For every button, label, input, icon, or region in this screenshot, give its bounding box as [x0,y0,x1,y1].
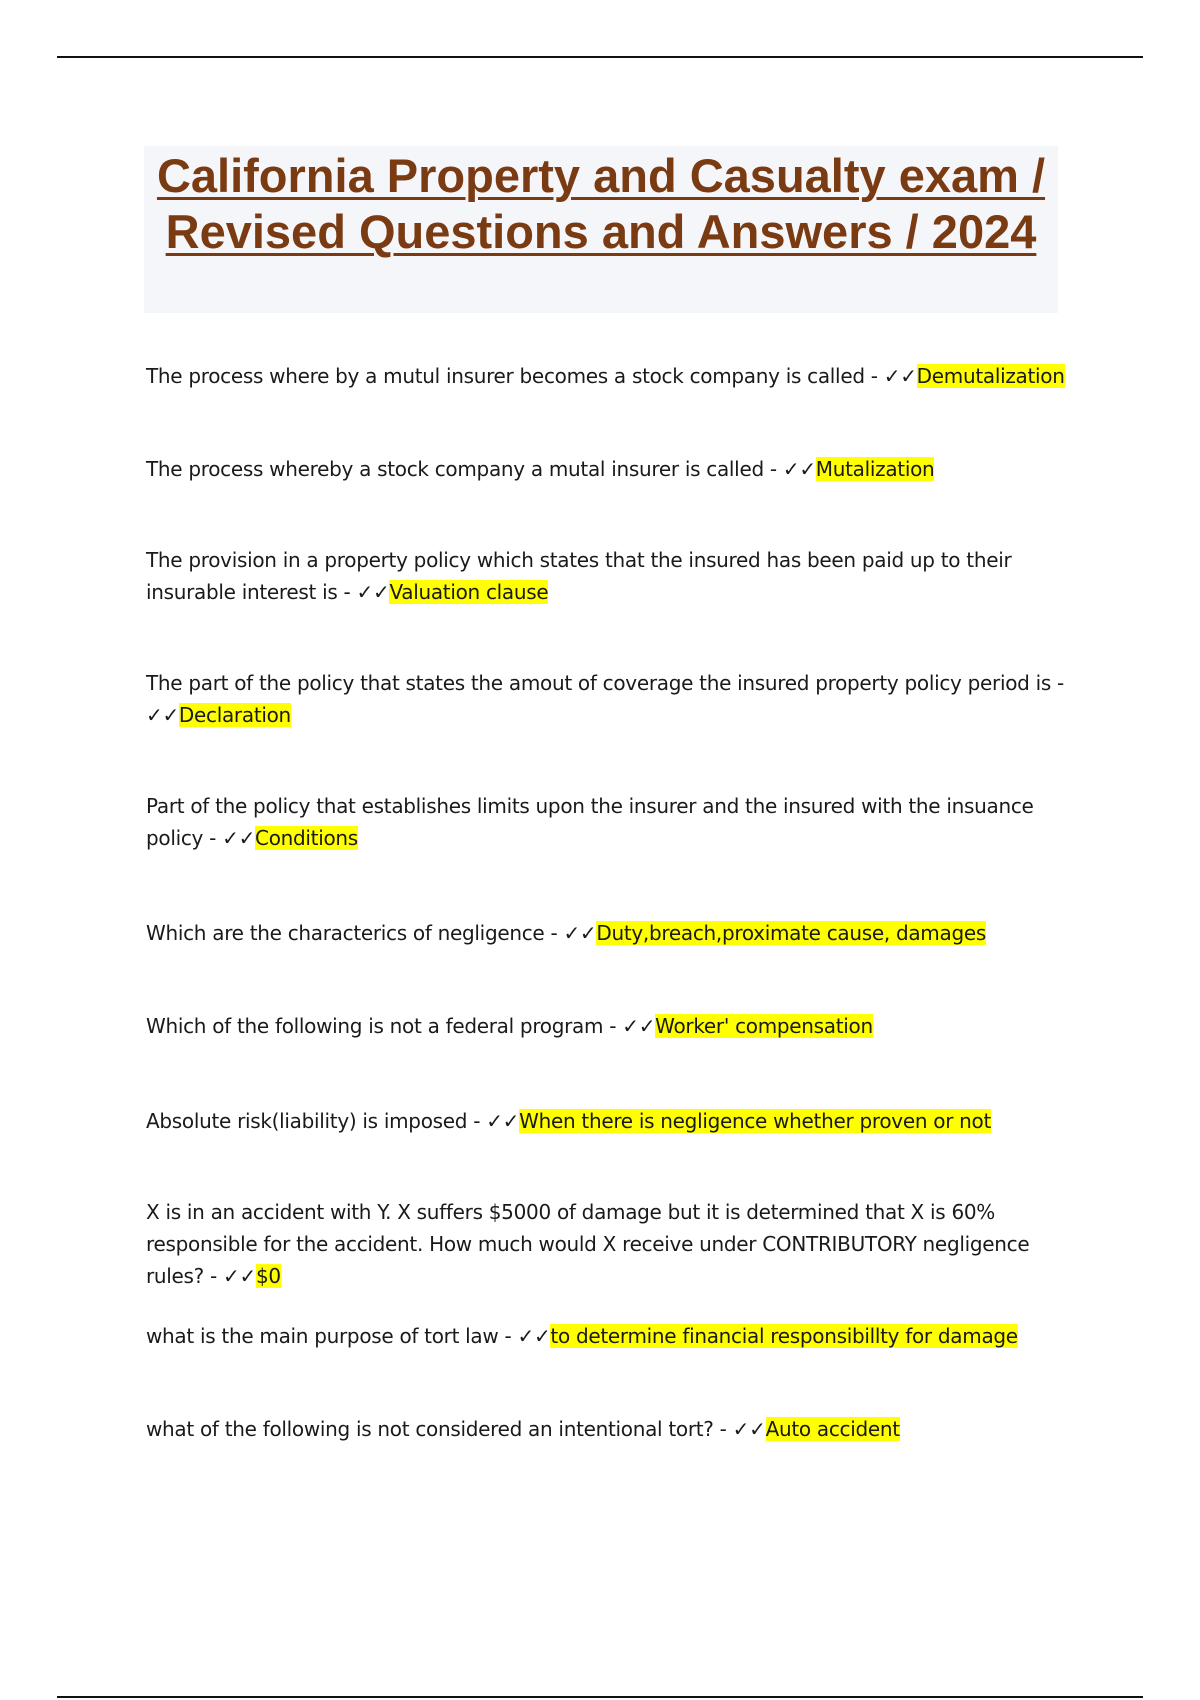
title-box [144,146,1058,313]
qa-item [146,360,1066,392]
question-text: The part of the policy that states the amout of coverage the insured property policy period is - [146,671,1064,695]
answer-text: $0 [255,1264,281,1288]
question-text: what is the main purpose of tort law - [146,1324,518,1348]
question-text: The process whereby a stock company a mutal insurer is called - [146,457,783,481]
answer-text: Conditions [255,826,358,850]
check-mark-icon: ✓✓ [732,1417,766,1441]
question-text: Absolute risk(liability) is imposed - [146,1109,487,1133]
answer-text: Valuation clause [389,580,549,604]
answer-text: Mutalization [815,457,935,481]
check-mark-icon: ✓✓ [563,921,597,945]
check-mark-icon: ✓✓ [517,1324,551,1348]
answer-text: Demutalization [916,364,1065,388]
question-text: X is in an accident with Y. X suffers $5000 of damage but it is determined that X is 60% responsible for the accident. How much would X receive under CONTRIBUTORY negligence rules? - [146,1200,1030,1288]
check-mark-icon: ✓✓ [622,1014,656,1038]
check-mark-icon: ✓✓ [883,364,917,388]
answer-text: to determine financial responsibillty for damage [550,1324,1018,1348]
check-mark-icon: ✓✓ [782,457,816,481]
top-rule [57,56,1143,58]
qa-item [146,1196,1066,1292]
answer-text: Duty,breach,proximate cause, damages [596,921,986,945]
question-text: what of the following is not considered an intentional tort? - [146,1417,733,1441]
qa-item [146,917,1066,949]
answer-text: Worker' compensation [655,1014,873,1038]
qa-item [146,1320,1066,1352]
qa-item [146,544,1066,608]
qa-item [146,1105,1066,1137]
question-text: The process where by a mutul insurer becomes a stock company is called - [146,364,884,388]
check-mark-icon: ✓✓ [223,1264,256,1288]
document-title: California Property and Casualty exam / Revised Questions and Answers / 2024 [156,149,1046,258]
question-text: The provision in a property policy which states that the insured has been paid up to their insurable interest is - [146,548,1012,604]
answer-text: Auto accident [765,1417,900,1441]
question-text: Which of the following is not a federal program - [146,1014,623,1038]
qa-item [146,453,1066,485]
answer-text: Declaration [178,703,291,727]
answer-text: When there is negligence whether proven or not [519,1109,992,1133]
check-mark-icon: ✓✓ [146,703,179,727]
check-mark-icon: ✓✓ [356,580,390,604]
check-mark-icon: ✓✓ [486,1109,520,1133]
qa-item [146,1413,1066,1445]
qa-item [146,1010,1066,1042]
bottom-rule [57,1696,1143,1698]
question-text: Part of the policy that establishes limits upon the insurer and the insured with the insuance policy - [146,794,1034,850]
question-text: Which are the characterics of negligence - [146,921,564,945]
qa-item [146,790,1066,854]
qa-item [146,667,1066,731]
check-mark-icon: ✓✓ [222,826,256,850]
